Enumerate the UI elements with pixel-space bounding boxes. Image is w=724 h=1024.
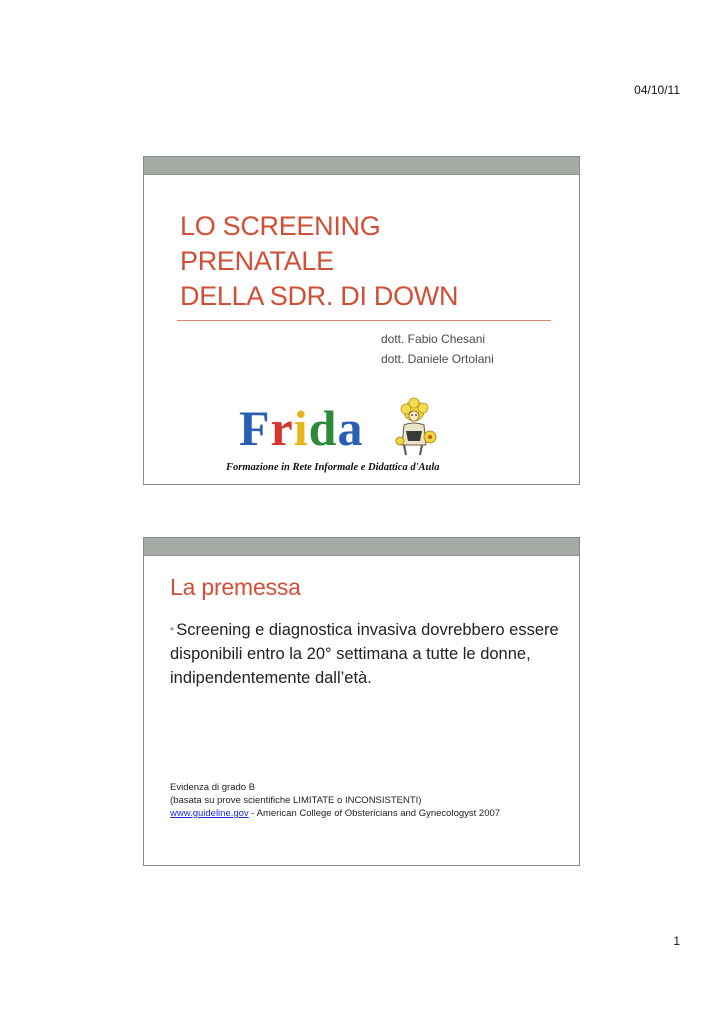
source-line: [170, 807, 500, 820]
slide-title: La premessa: [170, 574, 301, 600]
title-divider: [177, 320, 551, 321]
evidence-grade: Evidenza di grado B: [170, 782, 256, 793]
logo-letter: F: [239, 400, 271, 456]
bullet-icon: •: [170, 622, 175, 636]
logo-wordmark: [239, 401, 363, 455]
bullet-text: Screening e diagnostica invasiva dovrebbero essere disponibili entro la 20° settimana a tutte le donne, indipendentemente dall’età.: [170, 621, 559, 687]
slide-header-bar: [144, 157, 579, 175]
logo-letter: a: [337, 400, 364, 456]
source-footnote: [170, 781, 500, 820]
logo-letter: r: [270, 400, 294, 456]
page-number: 1: [673, 934, 680, 948]
page-date: 04/10/11: [634, 83, 680, 97]
slide-title-page: [143, 156, 580, 485]
title-line: DELLA SDR. DI DOWN: [180, 281, 459, 311]
slide-premessa: [143, 537, 580, 866]
author-name: dott. Fabio Chesani: [381, 332, 486, 346]
evidence-note: (basata su prove scientifiche LIMITATE o INCONSISTENTI): [170, 795, 422, 806]
title-line: LO SCREENING: [180, 211, 381, 241]
authors-list: [381, 329, 494, 369]
source-text: - American College of Obstericians and Gynecologyst 2007: [248, 808, 501, 819]
logo-letter: d: [308, 400, 338, 456]
presentation-title: [180, 209, 458, 314]
bullet-item: [170, 617, 565, 690]
frida-logo: [226, 401, 516, 477]
logo-letter: i: [293, 400, 309, 456]
author-name: dott. Daniele Ortolani: [381, 352, 494, 366]
title-line: PRENATALE: [180, 246, 334, 276]
guideline-link[interactable]: www.guideline.gov: [170, 808, 249, 819]
logo-tagline: Formazione in Rete Informale e Didattica d'Aula: [226, 462, 440, 473]
girl-with-flowers-icon: [392, 397, 454, 459]
slide-header-bar: [144, 538, 579, 556]
